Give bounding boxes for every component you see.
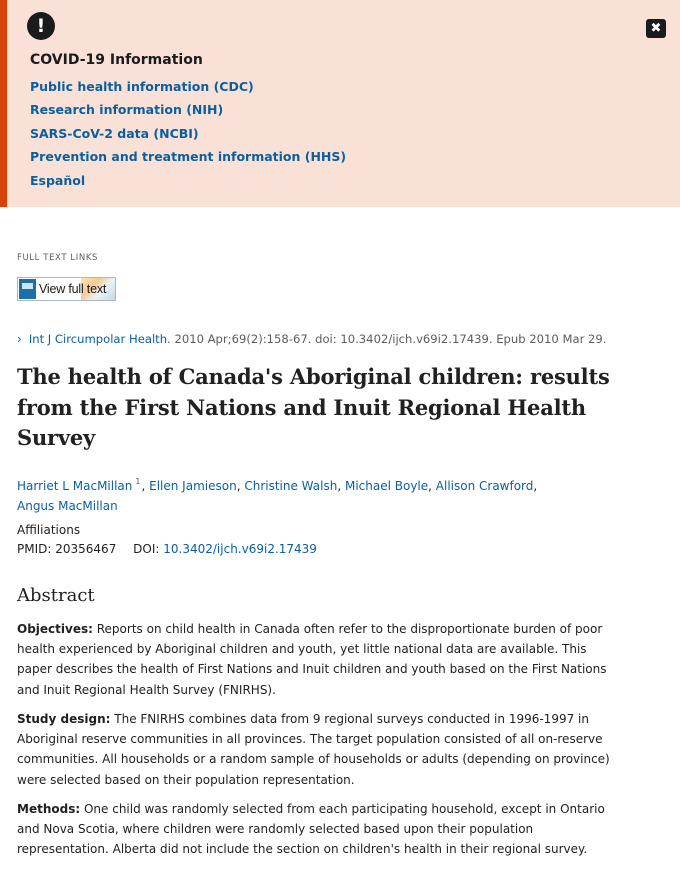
authors-list: Harriet L MacMillan $^1$, Ellen Jamieson, Christine Walsh, Michael Boyle, Allison Crawford, Angus MacMillan <box>17 477 538 513</box>
citation-details: 2010 Apr;69(2):158-67. doi: 10.3402/ijch.v69i2.17439. Epub 2010 Mar 29. <box>174 332 607 346</box>
author-link[interactable]: Ellen Jamieson <box>149 479 237 493</box>
covid-banner <box>0 0 680 207</box>
link-hhs[interactable]: Prevention and treatment information (HHS) <box>30 149 347 165</box>
chevron-right-icon[interactable]: › <box>17 332 22 346</box>
banner-link-item <box>30 146 346 169</box>
doi-link[interactable]: 10.3402/ijch.v69i2.17439 <box>163 542 317 556</box>
section-label: Objectives: <box>17 622 93 636</box>
affiliations-toggle[interactable]: Affiliations <box>17 523 81 537</box>
author-link[interactable]: Angus MacMillan <box>17 499 118 513</box>
link-nih[interactable]: Research information (NIH) <box>30 102 224 118</box>
banner-link-item <box>30 99 346 122</box>
author-link[interactable]: Michael Boyle <box>344 479 429 493</box>
banner-link-item <box>30 76 346 99</box>
abstract-study-design <box>17 709 625 790</box>
pmid-value: 20356467 <box>55 542 117 556</box>
view-full-text-label: View full text <box>39 282 107 296</box>
banner-accent-bar <box>0 0 7 207</box>
abstract-heading: Abstract <box>17 585 95 606</box>
banner-title: COVID-19 Information <box>30 52 203 68</box>
section-text: One child was randomly selected from each participating household, except in Ontario and Nova Scotia, where children were randomly selected based upon their population representation. Alberta did not include the section on children's health in their regional survey. <box>17 802 605 857</box>
link-cdc[interactable]: Public health information (CDC) <box>30 79 254 94</box>
affiliation-marker[interactable]: 1 <box>135 477 141 486</box>
author-link[interactable]: Harriet L MacMillan <box>17 479 133 493</box>
doi-label: DOI: <box>133 542 160 556</box>
author-link[interactable]: Allison Crawford <box>435 479 534 493</box>
article-title: The health of Canada's Aboriginal children: results from the First Nations and Inuit Regional Health Survey <box>17 364 610 450</box>
section-text: The FNIRHS combines data from 9 regional surveys conducted in 1996-1997 in Aboriginal reserve communities in all provinces. The target population consisted of all on-reserve communities. All households or a random sample of households or adults (depending on province) were selected based on their population representation. <box>17 712 610 787</box>
link-ncbi[interactable]: SARS-CoV-2 data (NCBI) <box>30 125 199 141</box>
author-link[interactable]: Christine Walsh <box>244 479 338 493</box>
abstract-methods <box>17 799 625 860</box>
section-text: Reports on child health in Canada often refer to the disproportionate burden of poor health experienced by Aboriginal children and youth, yet little national data are available. This paper describes the health of First Nations and Inuit children and youth based on the First Nations and Inuit Regional Health Survey (FNIRHS). <box>17 622 607 697</box>
publisher-logo-icon <box>19 279 36 299</box>
link-espanol[interactable]: Español <box>30 172 86 188</box>
banner-links <box>30 76 346 193</box>
banner-link-item <box>30 123 346 146</box>
journal-link[interactable]: Int J Circumpolar Health. <box>28 332 171 346</box>
close-icon: ✖ <box>650 21 662 36</box>
abstract-objectives <box>17 619 625 700</box>
section-label: Study design: <box>17 712 111 726</box>
close-banner-button[interactable] <box>646 19 666 38</box>
view-full-text-button[interactable] <box>17 277 116 301</box>
article-identifiers <box>17 542 317 556</box>
banner-link-item <box>30 170 346 193</box>
section-label: Methods: <box>17 802 81 816</box>
full-text-links-heading: FULL TEXT LINKS <box>17 253 98 263</box>
exclamation-circle-icon: ! <box>27 12 55 40</box>
citation <box>17 332 607 346</box>
pmid-label: PMID: <box>17 542 52 556</box>
